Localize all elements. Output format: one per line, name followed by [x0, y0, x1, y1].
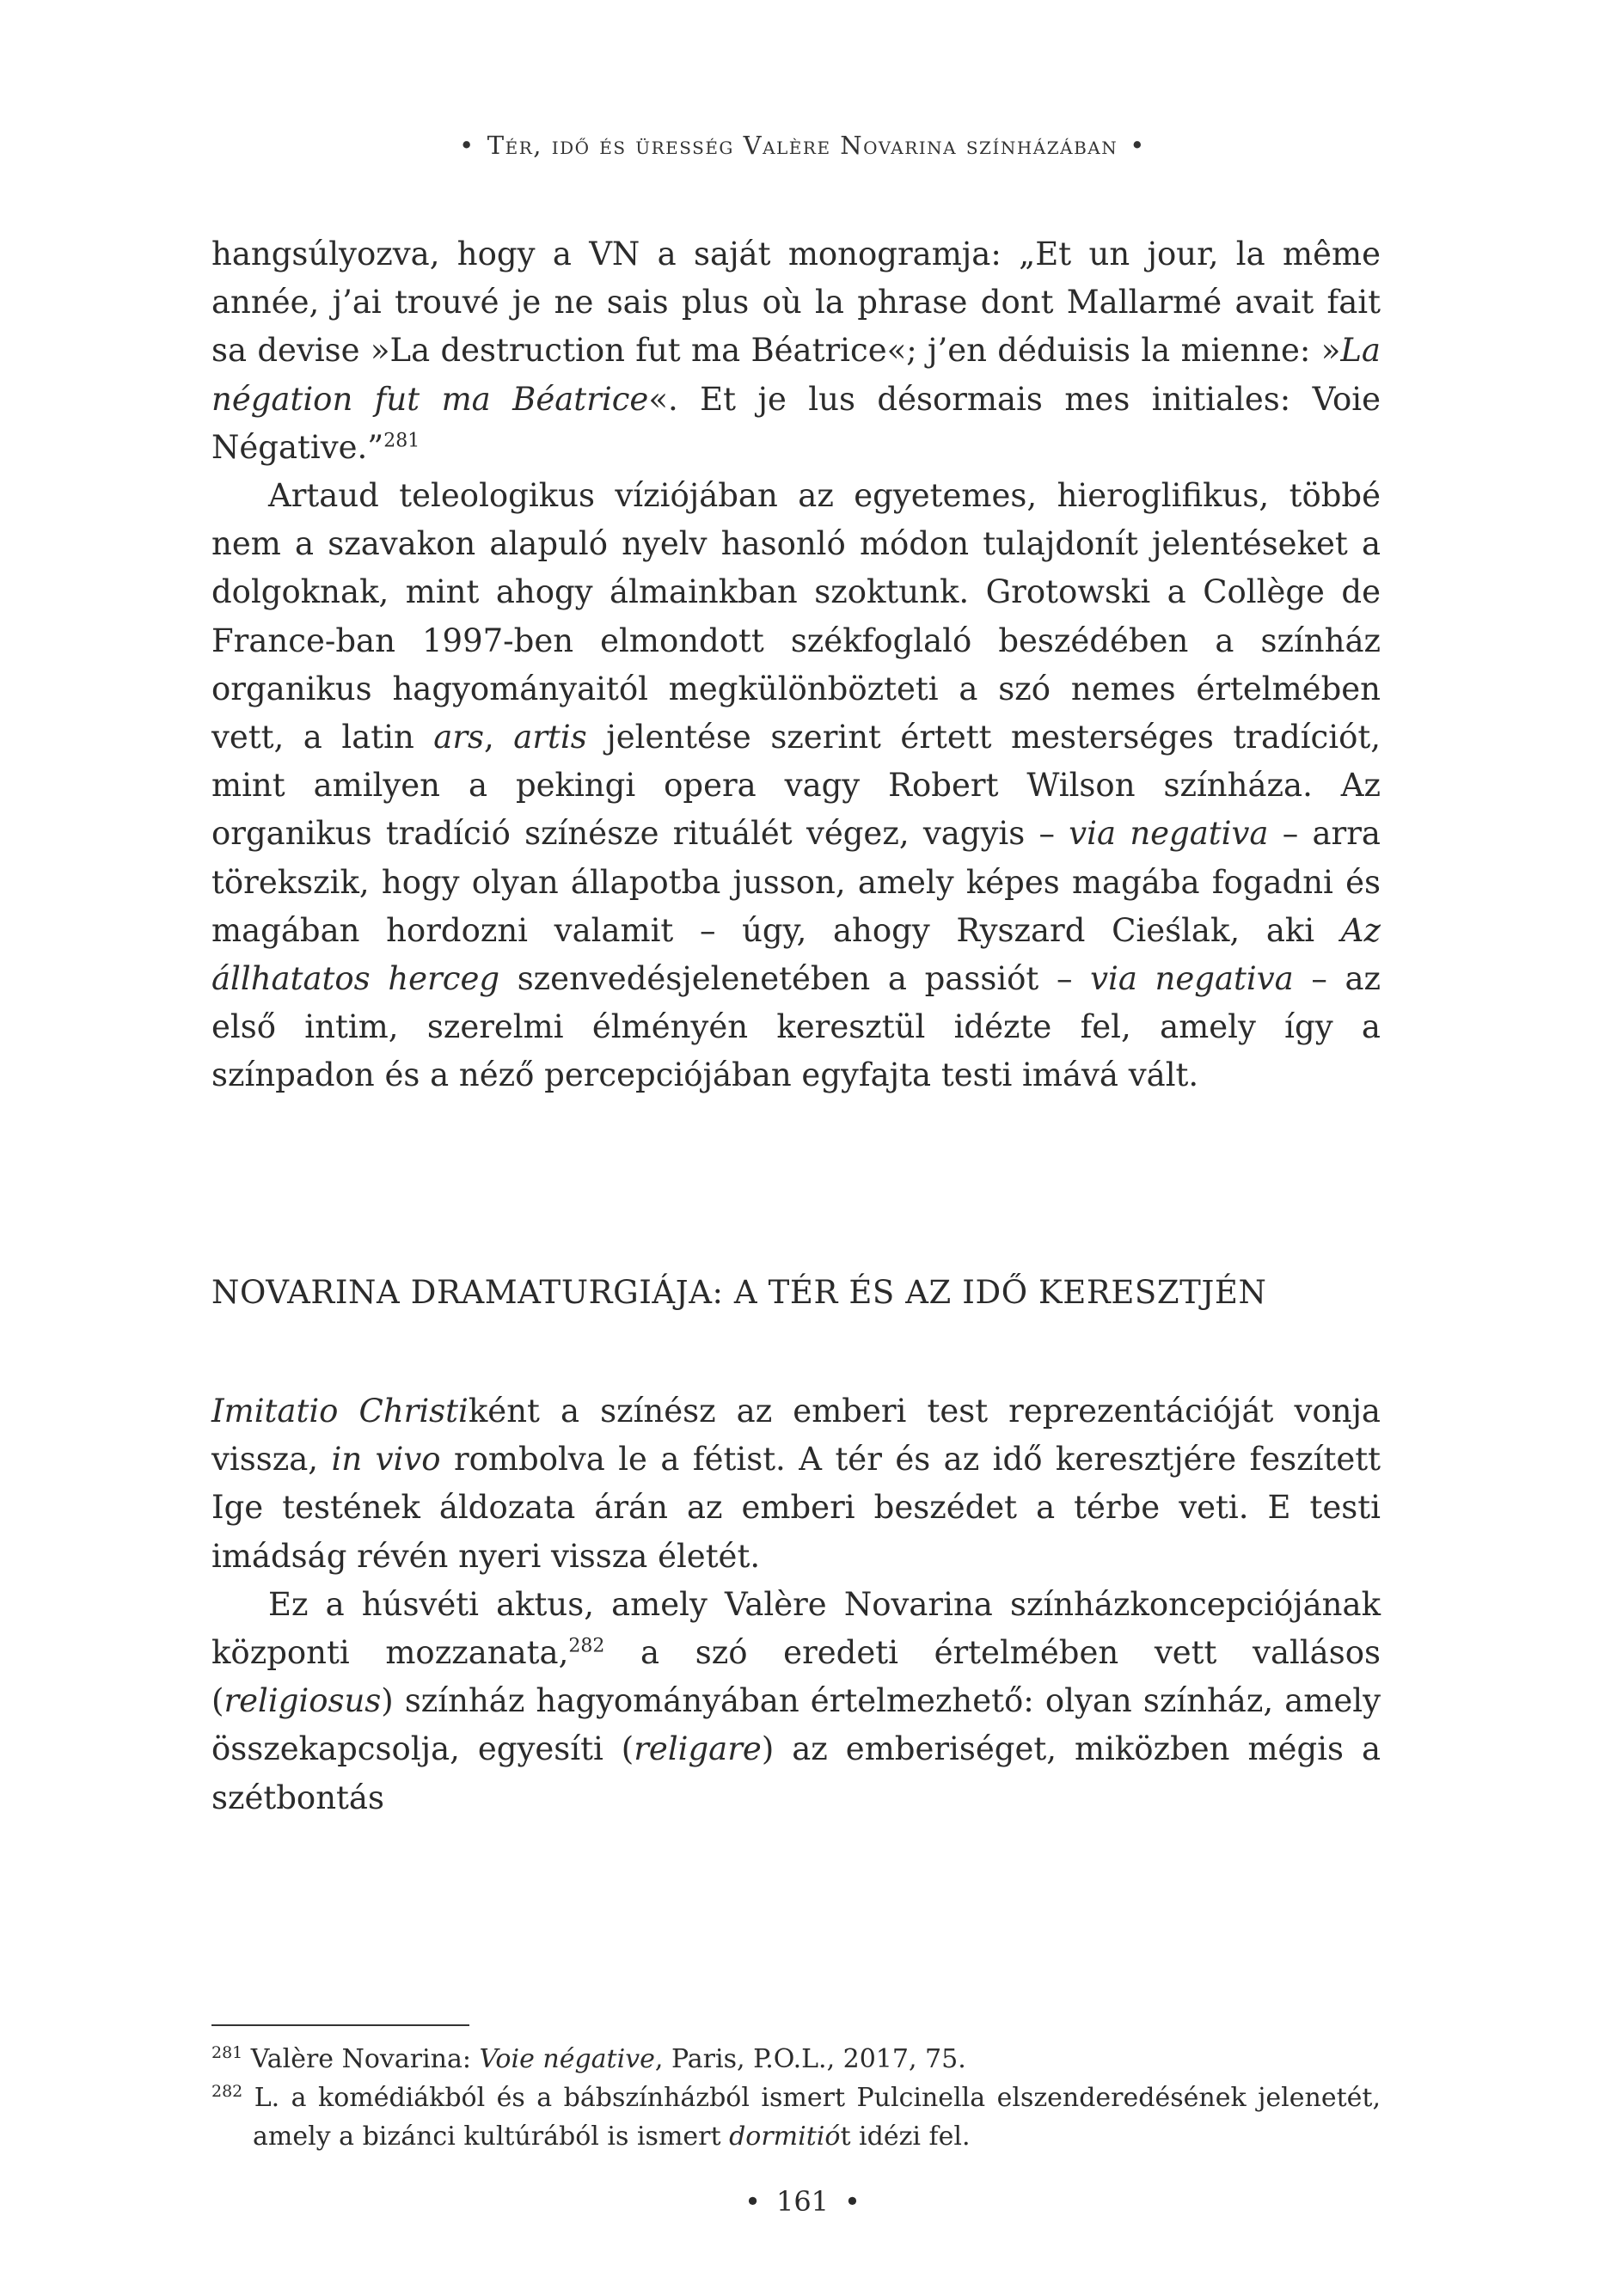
italic-run: dormitió — [729, 2122, 841, 2152]
text-run: a szó eredeti értelmében vett vallásos ( — [211, 1634, 1381, 1720]
page-number — [0, 2185, 1605, 2218]
italic-run: religare — [634, 1730, 762, 1768]
folio-bullet-left: • — [744, 2185, 761, 2218]
text-run: jelentése szerint értett mesterséges tradíciót, mint amilyen a pekingi opera vagy Robert Wilson színháza. Az organikus tradíció színésze rituálét végez, vagyis – — [211, 719, 1381, 853]
paragraph-1 — [211, 230, 1381, 472]
paragraph-3 — [211, 1387, 1381, 1581]
italic-run: in vivo — [331, 1441, 441, 1479]
text-run: Ez a húsvéti aktus, amely Valère Novarina színházkoncepciójának központi mozzanata, — [211, 1585, 1381, 1672]
text-run: – az első intim, szerelmi élményén keresztül idézte fel, amely így a színpadon és a néző percepciójában egyfajta testi imává vált. — [211, 960, 1381, 1094]
section-heading: NOVARINA DRAMATURGIÁJA: A TÉR ÉS AZ IDŐ KERESZTJÉN — [211, 1274, 1267, 1311]
text-run: L. a komédiákból és a bábszínházból ismert Pulcinella elszenderedésének jelenetét, amely a bizánci kultúrából is ismert — [242, 2083, 1381, 2152]
text-run: ként a színész az emberi test reprezentációját vonja vissza, — [211, 1393, 1381, 1479]
text-run: hangsúlyozva, hogy a VN a saját monogramja: „Et un jour, la même année, j’ai trouvé je ne sais plus où la phrase dont Mallarmé avait fait sa devise »La destruction fut ma Béatrice«; j’en déduisis la mienne: » — [211, 236, 1381, 370]
footnote-281 — [211, 2040, 1381, 2079]
footnote-ref-282[interactable]: 282 — [568, 1635, 605, 1657]
text-run: , — [484, 719, 514, 756]
italic-run: Imitatio Christi — [211, 1393, 469, 1430]
text-run: ) színház hagyományában értelmezhető: olyan színház, amely összekapcsolja, egyesíti ( — [211, 1682, 1381, 1768]
running-head-bullet-right: • — [1130, 131, 1146, 160]
footnotes — [211, 2040, 1381, 2156]
italic-run: La négation fut ma Béatrice — [211, 332, 1381, 418]
italic-run: Voie négative — [479, 2044, 655, 2074]
running-head — [0, 131, 1605, 160]
italic-run: ars — [433, 719, 485, 756]
running-head-bullet-left: • — [459, 131, 475, 160]
footnote-number: 281 — [211, 2043, 243, 2062]
text-run: Valère Novarina: — [242, 2044, 480, 2074]
folio-bullet-right: • — [844, 2185, 861, 2218]
page-number-value: 161 — [775, 2185, 830, 2218]
text-run: – arra törekszik, hogy olyan állapotba jusson, amely képes magába fogadni és magában hordozni valamit – úgy, ahogy Ryszard Cieślak, aki — [211, 815, 1381, 949]
text-run: , Paris, P.O.L., 2017, 75. — [654, 2044, 966, 2074]
footnote-divider — [211, 2024, 469, 2026]
footnote-ref-281[interactable]: 281 — [383, 430, 420, 452]
body-text-block-2 — [211, 1387, 1381, 1822]
text-run: szenvedésjelenetében a passiót – — [499, 960, 1091, 998]
italic-run: Az állhatatos herceg — [211, 911, 1381, 998]
paragraph-4 — [211, 1581, 1381, 1822]
footnote-282 — [211, 2079, 1381, 2156]
text-run: t idézi fel. — [840, 2122, 971, 2152]
text-run: rombolva le a fétist. A tér és az idő keresztjére feszített Ige testének áldozata árán az emberi beszédet a térbe veti. E testi imádság révén nyeri vissza életét. — [211, 1441, 1381, 1575]
text-run: ) az emberiséget, miközben mégis a szétbontás — [211, 1730, 1381, 1816]
text-run: Artaud teleologikus víziójában az egyetemes, hieroglifikus, többé nem a szavakon alapuló nyelv hasonló módon tulajdonít jelentéseket a dolgoknak, mint ahogy álmainkban szoktunk. Grotowski a Collège de France-ban 1997-ben elmondott székfoglaló beszédében a színház organikus hagyományaitól megkülönbözteti a szó nemes értelmében vett, a latin — [211, 477, 1381, 756]
italic-run: via negativa — [1069, 815, 1269, 853]
running-head-title: Tér, idő és üresség Valère Novarina színházában — [487, 131, 1118, 160]
text-run: «. Et je lus désormais mes initiales: Voie Négative.” — [211, 380, 1381, 466]
footnote-number: 282 — [211, 2082, 243, 2101]
italic-run: artis — [513, 719, 587, 756]
italic-run: religiosus — [224, 1682, 382, 1720]
italic-run: via negativa — [1090, 960, 1294, 998]
body-text-block-1 — [211, 230, 1381, 1100]
paragraph-2 — [211, 472, 1381, 1100]
